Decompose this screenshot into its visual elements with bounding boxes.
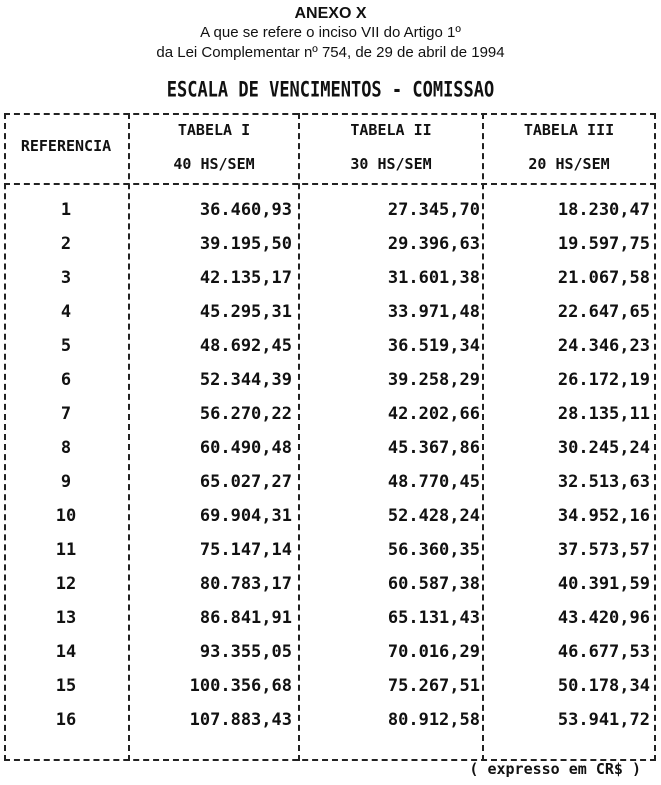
table2-value: 33.971,48 — [387, 302, 480, 322]
table3-header: TABELA III — [523, 121, 615, 139]
table-row — [4, 499, 656, 533]
table3-hours: 20 HS/SEM — [528, 155, 610, 173]
annex-subtitle-line1: A que se refere o inciso VII do Artigo 1º — [200, 24, 461, 41]
table2-value: 48.770,45 — [387, 472, 480, 492]
table3-value: 24.346,23 — [557, 336, 650, 356]
salary-table — [4, 113, 656, 761]
table2-value: 29.396,63 — [387, 234, 480, 254]
table1-value: 60.490,48 — [199, 438, 292, 458]
table1-value: 75.147,14 — [199, 540, 292, 560]
table-row — [4, 227, 656, 261]
table-row — [4, 635, 656, 669]
ref-cell: 8 — [60, 438, 72, 458]
table2-value: 52.428,24 — [387, 506, 480, 526]
table3-value: 19.597,75 — [557, 234, 650, 254]
table-row — [4, 533, 656, 567]
ref-cell: 4 — [60, 302, 72, 322]
table1-value: 107.883,43 — [189, 710, 292, 730]
table-row — [4, 703, 656, 737]
ref-cell: 15 — [55, 676, 77, 696]
ref-cell: 11 — [55, 540, 77, 560]
table3-value: 22.647,65 — [557, 302, 650, 322]
table1-value: 80.783,17 — [199, 574, 292, 594]
table2-value: 70.016,29 — [387, 642, 480, 662]
table3-value: 28.135,11 — [557, 404, 650, 424]
ref-cell: 1 — [60, 200, 72, 220]
table-row — [4, 465, 656, 499]
table-top-rule — [4, 113, 656, 115]
annex-subtitle-line2: da Lei Complementar nº 754, de 29 de abril de 1994 — [156, 44, 505, 61]
table1-hours: 40 HS/SEM — [173, 155, 255, 173]
ref-cell: 10 — [55, 506, 77, 526]
ref-cell: 14 — [55, 642, 77, 662]
table-row — [4, 431, 656, 465]
table2-hours: 30 HS/SEM — [350, 155, 432, 173]
ref-cell: 9 — [60, 472, 72, 492]
annex-title: ANEXO X — [294, 5, 367, 22]
table3-value: 34.952,16 — [557, 506, 650, 526]
table-row — [4, 261, 656, 295]
ref-cell: 2 — [60, 234, 72, 254]
table-row — [4, 363, 656, 397]
table3-value: 32.513,63 — [557, 472, 650, 492]
table-row — [4, 193, 656, 227]
table2-value: 65.131,43 — [387, 608, 480, 628]
table-row — [4, 669, 656, 703]
table2-value: 75.267,51 — [387, 676, 480, 696]
table1-value: 45.295,31 — [199, 302, 292, 322]
table3-value: 21.067,58 — [557, 268, 650, 288]
ref-column-header: REFERENCIA — [20, 137, 112, 155]
table2-value: 80.912,58 — [387, 710, 480, 730]
table-row — [4, 567, 656, 601]
ref-cell: 5 — [60, 336, 72, 356]
table1-value: 100.356,68 — [189, 676, 292, 696]
table2-value: 36.519,34 — [387, 336, 480, 356]
table1-value: 39.195,50 — [199, 234, 292, 254]
table2-value: 27.345,70 — [387, 200, 480, 220]
table-row — [4, 601, 656, 635]
table2-value: 60.587,38 — [387, 574, 480, 594]
table3-value: 43.420,96 — [557, 608, 650, 628]
table1-value: 36.460,93 — [199, 200, 292, 220]
table1-value: 93.355,05 — [199, 642, 292, 662]
table1-value: 56.270,22 — [199, 404, 292, 424]
table1-value: 52.344,39 — [199, 370, 292, 390]
table2-value: 39.258,29 — [387, 370, 480, 390]
table1-value: 48.692,45 — [199, 336, 292, 356]
ref-cell: 3 — [60, 268, 72, 288]
table1-value: 42.135,17 — [199, 268, 292, 288]
table1-value: 69.904,31 — [199, 506, 292, 526]
salary-scale-title: ESCALA DE VENCIMENTOS - COMISSAO — [166, 77, 495, 103]
table-header-rule — [4, 183, 656, 185]
ref-cell: 7 — [60, 404, 72, 424]
ref-cell: 13 — [55, 608, 77, 628]
table3-value: 50.178,34 — [557, 676, 650, 696]
ref-cell: 12 — [55, 574, 77, 594]
table3-value: 40.391,59 — [557, 574, 650, 594]
table3-value: 18.230,47 — [557, 200, 650, 220]
table3-value: 37.573,57 — [557, 540, 650, 560]
table2-value: 56.360,35 — [387, 540, 480, 560]
table1-value: 86.841,91 — [199, 608, 292, 628]
table1-header: TABELA I — [177, 121, 251, 139]
table1-value: 65.027,27 — [199, 472, 292, 492]
table2-value: 45.367,86 — [387, 438, 480, 458]
table2-value: 31.601,38 — [387, 268, 480, 288]
table3-value: 26.172,19 — [557, 370, 650, 390]
table-row — [4, 329, 656, 363]
table2-value: 42.202,66 — [387, 404, 480, 424]
table-row — [4, 295, 656, 329]
table3-value: 46.677,53 — [557, 642, 650, 662]
table-row — [4, 397, 656, 431]
table3-value: 30.245,24 — [557, 438, 650, 458]
table2-header: TABELA II — [350, 121, 432, 139]
ref-cell: 6 — [60, 370, 72, 390]
ref-cell: 16 — [55, 710, 77, 730]
currency-note: ( expresso em CR$ ) — [469, 760, 641, 778]
table3-value: 53.941,72 — [557, 710, 650, 730]
